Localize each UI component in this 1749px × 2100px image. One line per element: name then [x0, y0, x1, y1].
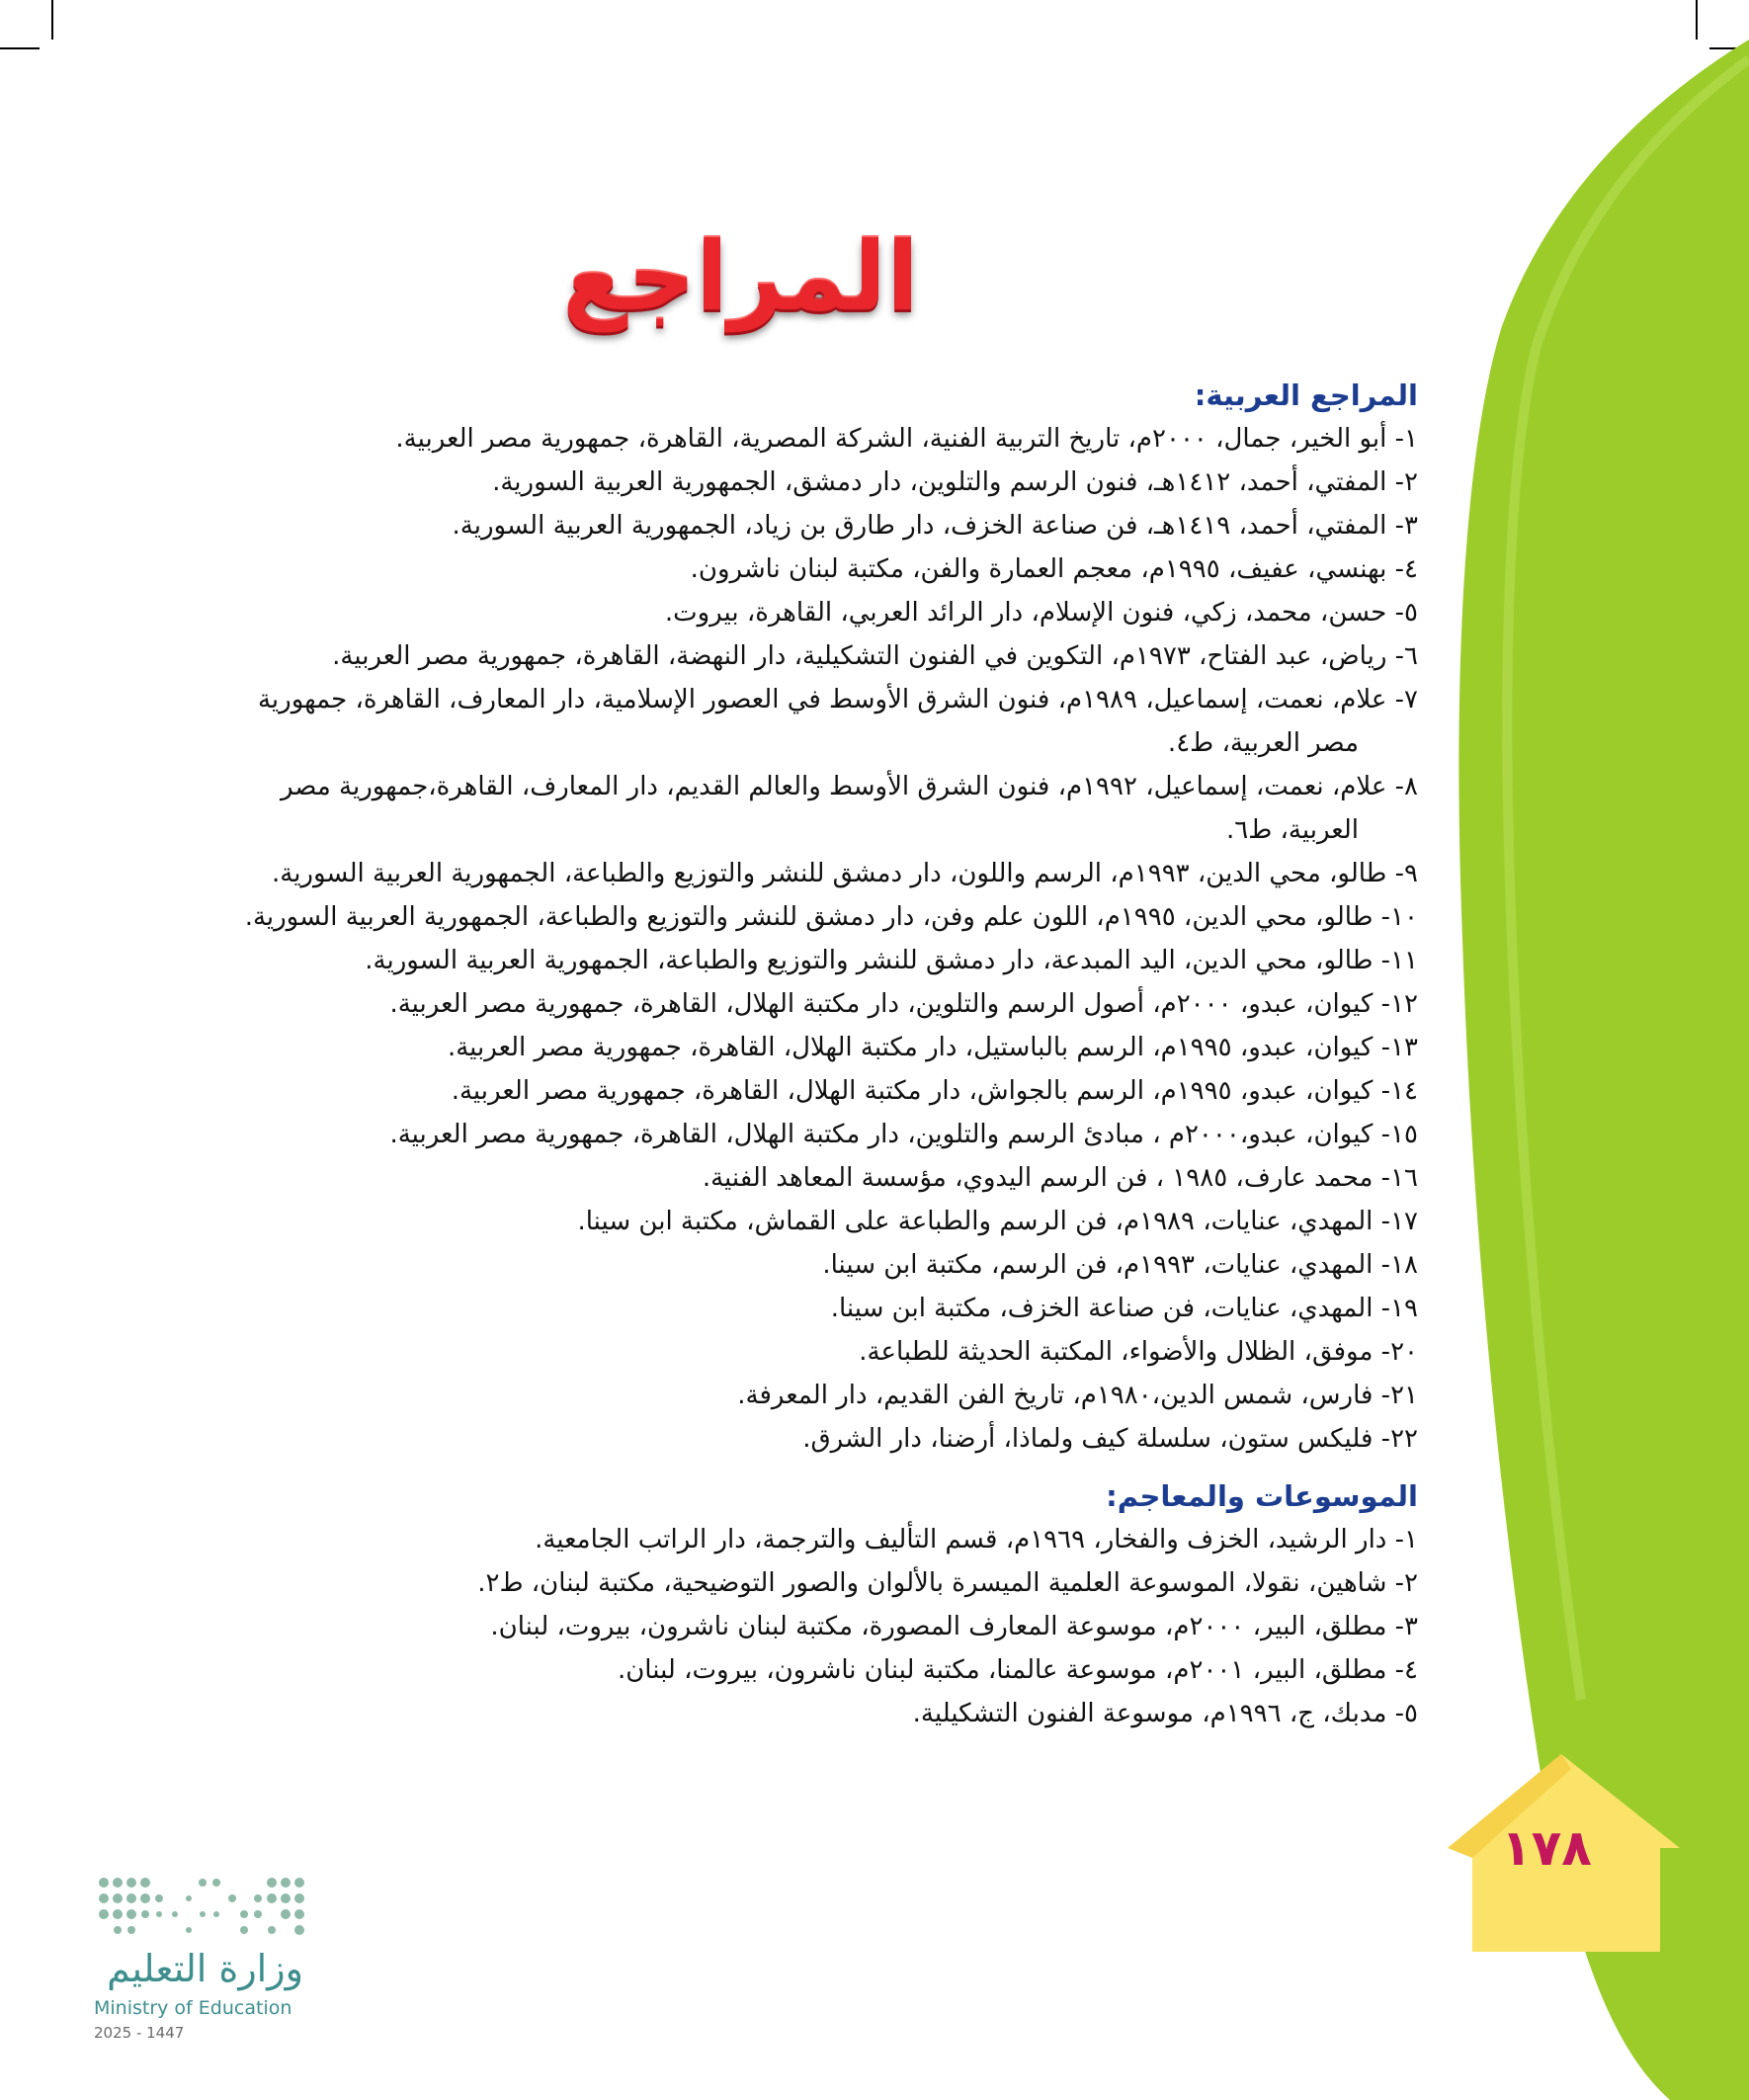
- reference-item: ٣- المفتي، أحمد، ١٤١٩هـ، فن صناعة الخزف، دار طارق بن زياد، الجمهورية العربية السورية.: [452, 511, 1418, 541]
- logo-arabic-text: وزارة التعليم: [107, 1947, 303, 1990]
- logo-year: 2025 - 1447: [94, 2024, 185, 2042]
- section-gap: [212, 1461, 1418, 1474]
- reference-item: ٤- مطلق، البير، ٢٠٠١م، موسوعة عالمنا، مكتبة لبنان ناشرون، بيروت، لبنان.: [617, 1655, 1418, 1685]
- arabic-references-heading: المراجع العربية:: [1194, 378, 1418, 412]
- encyclopedias-heading: الموسوعات والمعاجم:: [1106, 1479, 1418, 1513]
- reference-item: ٢- المفتي، أحمد، ١٤١٢هـ، فنون الرسم والتلوين، دار دمشق، الجمهورية العربية السورية.: [492, 467, 1418, 497]
- reference-item: ٥- مدبك، ج، ١٩٩٦م، موسوعة الفنون التشكيلية.: [912, 1699, 1418, 1728]
- page-title-box: [562, 217, 919, 336]
- reference-item: ١٧- المهدي، عنايات، ١٩٨٩م، فن الرسم والطباعة على القماش، مكتبة ابن سينا.: [577, 1207, 1418, 1236]
- reference-item: ١٣- كيوان، عبدو، ١٩٩٥م، الرسم بالباستيل، دار مكتبة الهلال، القاهرة، جمهورية مصر العربية.: [447, 1033, 1418, 1062]
- reference-item: ١٠- طالو، محي الدين، ١٩٩٥م، اللون علم وفن، دار دمشق للنشر والتوزيع والطباعة، الجمهورية العربية السورية.: [244, 902, 1418, 932]
- reference-item: ٢١- فارس، شمس الدين،١٩٨٠م، تاريخ الفن القديم، دار المعرفة.: [737, 1381, 1418, 1410]
- reference-item: ١٥- كيوان، عبدو،٢٠٠٠م ، مبادئ الرسم والتلوين، دار مكتبة الهلال، القاهرة، جمهورية مصر العربية.: [389, 1120, 1418, 1149]
- logo-dots-icon: [94, 1873, 316, 1942]
- reference-item: ١٦- محمد عارف، ١٩٨٥ ، فن الرسم اليدوي، مؤسسة المعاهد الفنية.: [702, 1163, 1418, 1193]
- reference-item: ١٢- كيوان، عبدو، ٢٠٠٠م، أصول الرسم والتلوين، دار مكتبة الهلال، القاهرة، جمهورية مصر العربية.: [389, 989, 1418, 1019]
- page-title: المراجع: [562, 221, 919, 332]
- reference-item: ٣- مطلق، البير، ٢٠٠٠م، موسوعة المعارف المصورة، مكتبة لبنان ناشرون، بيروت، لبنان.: [490, 1612, 1418, 1641]
- arabic-references-list: [212, 417, 1418, 1461]
- reference-item: ٩- طالو، محي الدين، ١٩٩٣م، الرسم واللون، دار دمشق للنشر والتوزيع والطباعة، الجمهورية العربية السورية.: [271, 859, 1418, 888]
- ministry-logo: [94, 1873, 316, 2080]
- page-number-box: [1438, 1818, 1655, 1878]
- reference-item: ٦- رياض، عبد الفتاح، ١٩٧٣م، التكوين في الفنون التشكيلية، دار النهضة، القاهرة، جمهورية مصر العربية.: [332, 641, 1418, 671]
- reference-item: ١٩- المهدي، عنايات، فن صناعة الخزف، مكتبة ابن سينا.: [830, 1294, 1418, 1323]
- reference-item: ١- أبو الخير، جمال، ٢٠٠٠م، تاريخ التربية الفنية، الشركة المصرية، القاهرة، جمهورية مصر العربية.: [395, 424, 1418, 454]
- reference-item: ١١- طالو، محي الدين، اليد المبدعة، دار دمشق للنشر والتوزيع والطباعة، الجمهورية العربية السورية.: [365, 946, 1418, 975]
- page-number: ١٧٨: [1501, 1819, 1592, 1877]
- reference-item: ٢- شاهين، نقولا، الموسوعة العلمية الميسرة بالألوان والصور التوضيحية، مكتبة لبنان، ط٢.: [477, 1568, 1418, 1598]
- reference-item: ٢٠- موفق، الظلال والأضواء، المكتبة الحديثة للطباعة.: [859, 1337, 1418, 1367]
- reference-item: ٧- علام، نعمت، إسماعيل، ١٩٨٩م، فنون الشرق الأوسط في العصور الإسلامية، دار المعارف، القاهرة، جمهورية مصر العربية، ط٤.: [257, 685, 1418, 758]
- reference-item: ١٨- المهدي، عنايات، ١٩٩٣م، فن الرسم، مكتبة ابن سينا.: [822, 1250, 1418, 1280]
- reference-item: ٥- حسن، محمد، زكي، فنون الإسلام، دار الرائد العربي، القاهرة، بيروت.: [664, 598, 1418, 628]
- reference-item: ٤- بهنسي، عفيف، ١٩٩٥م، معجم العمارة والفن، مكتبة لبنان ناشرون.: [690, 554, 1418, 584]
- references-content: [212, 374, 1418, 1735]
- reference-item: ١٤- كيوان، عبدو، ١٩٩٥م، الرسم بالجواش، دار مكتبة الهلال، القاهرة، جمهورية مصر العربية.: [451, 1076, 1418, 1106]
- logo-english-text: Ministry of Education: [94, 1997, 292, 2019]
- encyclopedias-list: [212, 1518, 1418, 1735]
- reference-item: ١- دار الرشيد، الخزف والفخار، ١٩٦٩م، قسم التأليف والترجمة، دار الراتب الجامعية.: [535, 1525, 1418, 1554]
- reference-item: ٨- علام، نعمت، إسماعيل، ١٩٩٢م، فنون الشرق الأوسط والعالم القديم، دار المعارف، القاهرة،جمهورية مصر العربية، ط٦.: [280, 772, 1418, 845]
- reference-item: ٢٢- فليكس ستون، سلسلة كيف ولماذا، أرضنا، دار الشرق.: [802, 1424, 1418, 1454]
